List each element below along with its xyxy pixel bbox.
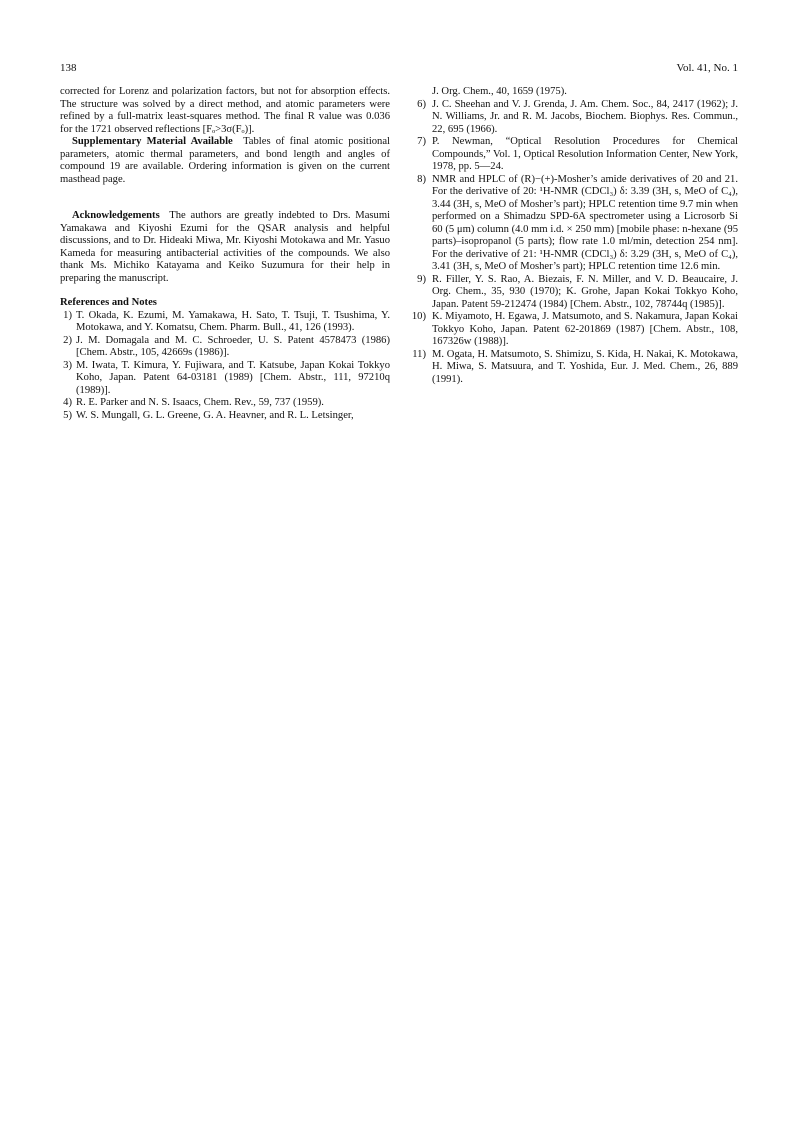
reference-item xyxy=(408,136,738,174)
left-column xyxy=(60,86,390,422)
supplementary-title: Supplementary Material Available xyxy=(72,136,233,147)
reference-number: 4) xyxy=(63,397,72,408)
reference-text: R. Filler, Y. S. Rao, A. Biezais, F. N. Miller, and V. D. Beaucaire, J. Org. Chem., 35, 930 (1970); K. Grohe, Japan Kokai Tokkyo Koho, Japan. Patent 59-212474 (1984) [Chem. Abstr., 102, 78744q (1985)]. xyxy=(432,273,738,310)
supplementary-text: Tables of final atomic positional parameters, atomic thermal parameters, and bond length and angles of compound 19 are available. Ordering information is given on the current masthead page. xyxy=(60,136,390,185)
reference-text: R. E. Parker and N. S. Isaacs, Chem. Rev., 59, 737 (1959). xyxy=(76,397,324,408)
references-title: References and Notes xyxy=(60,297,157,308)
reference-text: P. Newman, “Optical Resolution Procedures for Chemical Compounds,” Vol. 1, Optical Resolution Information Center, New York, 1978, pp. 5—24. xyxy=(432,136,738,172)
reference-text: K. Miyamoto, H. Egawa, J. Matsumoto, and S. Nakamura, Japan Kokai Tokkyo Koho, Japan. Patent 62-201869 (1987) [Chem. Abstr., 108, 167326w (1988)]. xyxy=(432,311,738,347)
acknowledgements-text: The authors are greatly indebted to Drs. Masumi Yamakawa and Kiyoshi Ezumi for the QSAR analysis and helpful discussions, and to Dr. Hideaki Miwa, Mr. Kiyoshi Motokawa and Mr. Yasuo Kameda for measuring antibacterial activities of the compounds. We also thank Ms. Michiko Katayama and Keiko Suzumura for their help in preparing the manuscript. xyxy=(60,210,391,284)
reference-item xyxy=(408,99,738,137)
reference-text: M. Iwata, T. Kimura, Y. Fujiwara, and T. Katsube, Japan Kokai Tokkyo Koho, Japan. Patent 64-03181 (1989) [Chem. Abstr., 111, 97210q (1989)]. xyxy=(76,359,390,396)
reference-text: M. Ogata, H. Matsumoto, S. Shimizu, S. Kida, H. Nakai, K. Motokawa, H. Miwa, S. Matsuura, and T. Yoshida, Eur. J. Med. Chem., 26, 889 (1991). xyxy=(432,348,738,385)
reference-continuation: J. Org. Chem., 40, 1659 (1975). xyxy=(432,86,567,97)
reference-number: 8) xyxy=(417,173,426,185)
reference-text: W. S. Mungall, G. L. Greene, G. A. Heavner, and R. L. Letsinger, xyxy=(76,409,354,421)
reference-item xyxy=(60,410,390,423)
acknowledgements-title: Acknowledgements xyxy=(72,210,160,221)
page-number: 138 xyxy=(60,62,77,74)
reference-number: 11) xyxy=(412,348,426,360)
reference-text: NMR and HPLC of (R)−(+)-Mosher’s amide derivatives of 20 and 21. For the derivative of 20: ¹H-NMR (CDCl₃) δ: 3.39 (3H, s, MeO of C₄), 3.44 (3H, s, MeO of Mosher’s part); HPLC retention time 9.7 min when performed on a Shimadzu SPD-6A spectrometer using a Licrosorb Si 60 (5 μm) column (4.0 mm i.d. × 250 mm) [mobile phase: n-hexane (95 parts)–isopropanol (5 parts); flow rate 1.0 ml/min, detection 254 nm]. For the derivative of 21: ¹H-NMR (CDCl₃) δ: 3.29 (3H, s, MeO of C₄), 3.41 (3H, s, MeO of Mosher’s part); HPLC retention time 12.6 min. xyxy=(432,173,738,272)
reference-text: J. M. Domagala and M. C. Schroeder, U. S. Patent 4578473 (1986) [Chem. Abstr., 105, 42669s (1986)]. xyxy=(76,334,390,358)
acknowledgements-paragraph xyxy=(60,210,390,285)
reference-number: 2) xyxy=(63,334,72,346)
volume-label: Vol. 41, No. 1 xyxy=(676,62,738,74)
intro-paragraph: corrected for Lorenz and polarization factors, but not for absorption effects. The structure was solved by a direct method, and atomic parameters were refined by a full-matrix least-squares method. The final R value was 0.036 for the 1721 observed reflections [Fₒ>3σ(Fₒ)]. xyxy=(60,86,390,135)
reference-item xyxy=(408,174,738,274)
reference-item xyxy=(408,274,738,312)
reference-number: 9) xyxy=(417,273,426,285)
reference-item xyxy=(408,311,738,349)
reference-text: J. C. Sheehan and V. J. Grenda, J. Am. Chem. Soc., 84, 2417 (1962); J. N. Williams, Jr. and R. M. Jacobs, Biochem. Biophys. Res. Commun., 22, 695 (1966). xyxy=(432,98,738,135)
reference-item xyxy=(60,310,390,335)
reference-item xyxy=(60,360,390,398)
reference-text: T. Okada, K. Ezumi, M. Yamakawa, H. Sato, T. Tsuji, T. Tsushima, Y. Motokawa, and Y. Komatsu, Chem. Pharm. Bull., 41, 126 (1993). xyxy=(76,309,390,333)
reference-number: 10) xyxy=(411,311,426,322)
reference-number: 3) xyxy=(63,359,72,371)
reference-number: 1) xyxy=(63,309,72,321)
reference-number: 6) xyxy=(417,98,426,110)
reference-item xyxy=(408,349,738,387)
reference-item xyxy=(60,397,390,410)
reference-number: 7) xyxy=(417,136,426,147)
supplementary-paragraph xyxy=(60,136,390,186)
reference-item xyxy=(60,335,390,360)
reference-number: 5) xyxy=(63,409,72,421)
right-column xyxy=(408,86,738,386)
